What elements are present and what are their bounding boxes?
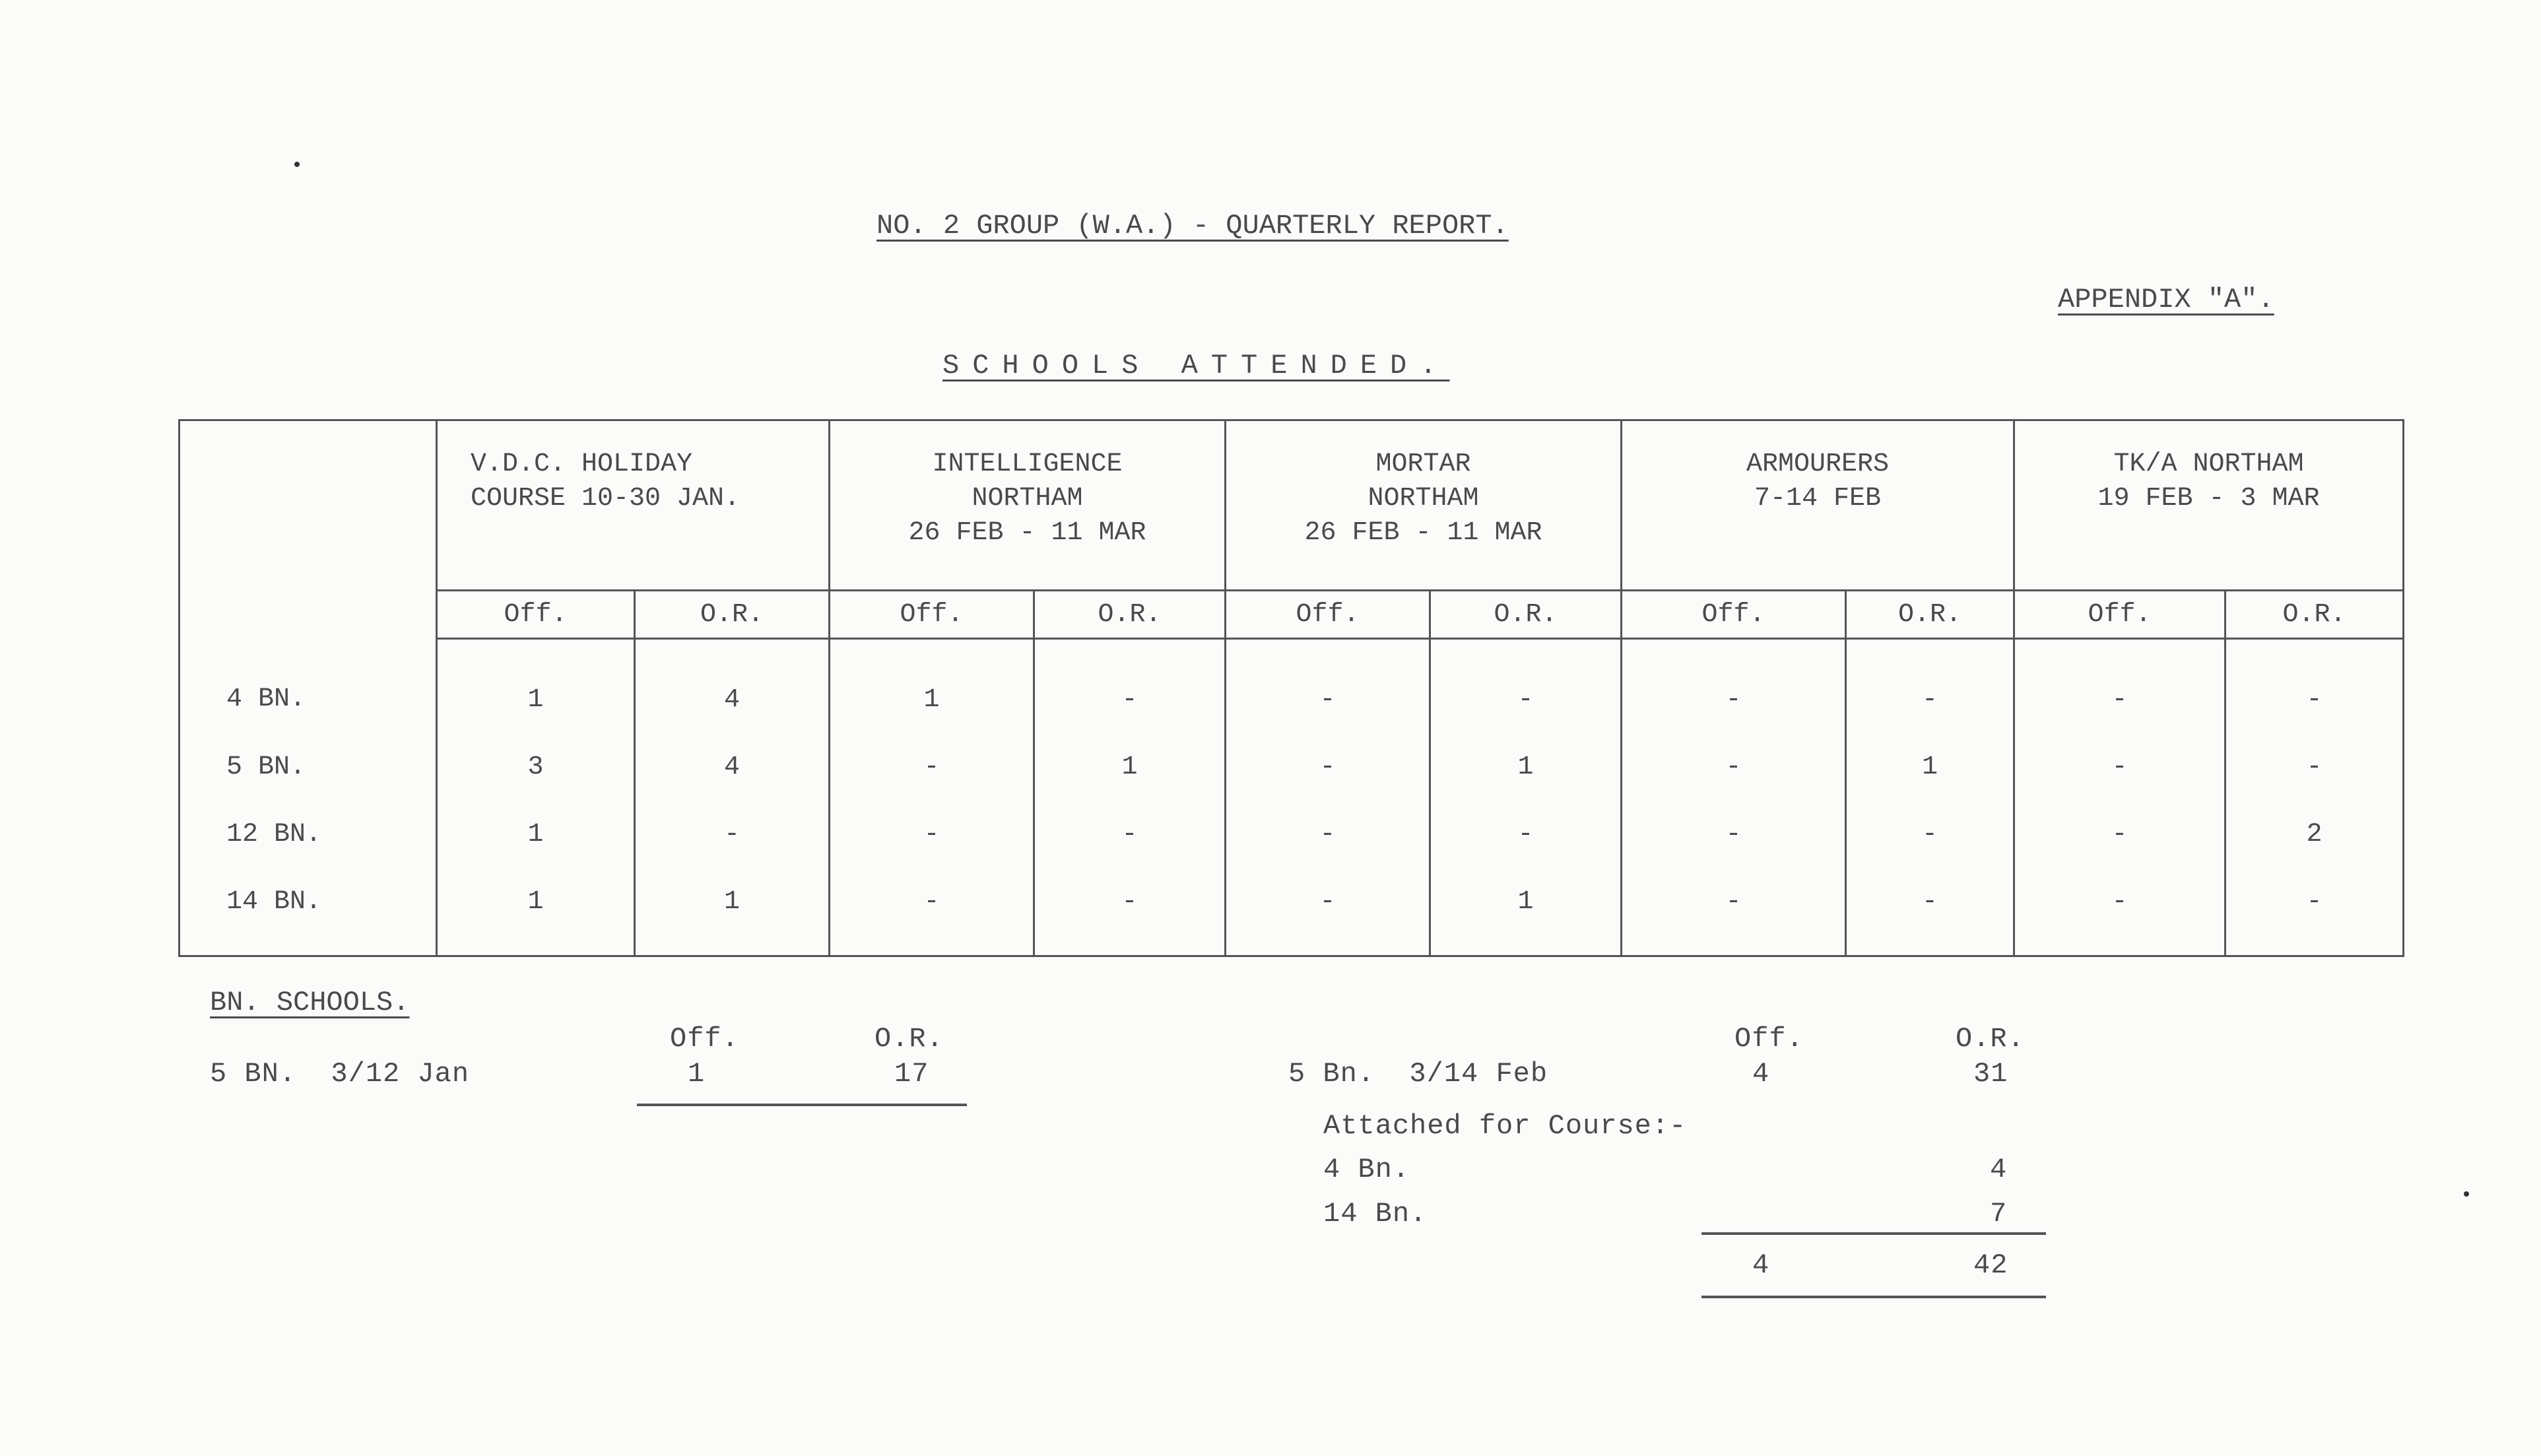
course-header-intelligence: [830, 420, 1226, 591]
table-cell: -: [1430, 801, 1622, 868]
table-corner: [180, 420, 437, 639]
table-row: [180, 639, 2404, 734]
course-location: NORTHAM: [972, 484, 1083, 513]
table-cell: -: [2226, 733, 2404, 801]
table-cell: -: [635, 801, 830, 868]
row-label: 12 BN.: [180, 801, 437, 868]
right-off-value: 4: [1752, 1058, 1770, 1090]
table-cell: -: [1622, 639, 1846, 734]
attached-row-label: 14 Bn.: [1323, 1198, 1428, 1230]
table-cell: -: [1226, 733, 1430, 801]
right-subtotal-rule: [1701, 1232, 2046, 1235]
col-header-or: O.R.: [1034, 591, 1226, 639]
col-header-off: Off.: [2014, 591, 2226, 639]
course-header-mortar: [1226, 420, 1622, 591]
table-cell: -: [1226, 801, 1430, 868]
table-cell: -: [1622, 801, 1846, 868]
scan-speck: [2464, 1191, 2469, 1197]
table-cell: -: [1846, 801, 2014, 868]
table-row: [180, 733, 2404, 801]
course-dates: 7-14 FEB: [1754, 484, 1882, 513]
table-cell: -: [2014, 868, 2226, 956]
table-cell: -: [2226, 868, 2404, 956]
right-off-header: Off.: [1734, 1023, 1804, 1055]
table-cell: 1: [437, 868, 635, 956]
course-name: INTELLIGENCE: [932, 449, 1123, 479]
course-name: TK/A NORTHAM: [2113, 449, 2304, 479]
col-header-off: Off.: [437, 591, 635, 639]
row-label: 4 BN.: [180, 639, 437, 734]
table-cell: -: [1226, 639, 1430, 734]
table-cell: 4: [635, 639, 830, 734]
section-title: SCHOOLS ATTENDED.: [942, 350, 1450, 381]
col-header-or: O.R.: [1430, 591, 1622, 639]
table-cell: 1: [1430, 868, 1622, 956]
sub-header-row: [180, 591, 2404, 639]
table-cell: -: [1430, 639, 1622, 734]
course-name: V.D.C. HOLIDAY: [471, 449, 693, 479]
row-label: 5 BN.: [180, 733, 437, 801]
left-school-label: 5 BN. 3/12 Jan: [210, 1058, 470, 1090]
col-header-off: Off.: [830, 591, 1034, 639]
course-header-vdc: [437, 420, 830, 591]
left-off-header: Off.: [670, 1023, 739, 1055]
right-or-header: O.R.: [1956, 1023, 2025, 1055]
attached-row-value: 7: [1990, 1198, 2008, 1230]
attached-label: Attached for Course:-: [1323, 1110, 1687, 1142]
schools-attended-table: [178, 419, 2404, 957]
table-cell: -: [1226, 868, 1430, 956]
table-cell: -: [1622, 868, 1846, 956]
table-row: [180, 868, 2404, 956]
col-header-off: Off.: [1226, 591, 1430, 639]
right-total-or: 42: [1973, 1249, 2008, 1281]
table-cell: -: [1034, 801, 1226, 868]
course-dates: 26 FEB - 11 MAR: [908, 518, 1146, 548]
attached-row-value: 4: [1990, 1154, 2008, 1185]
course-detail: COURSE 10-30 JAN.: [471, 484, 741, 513]
course-header-armourers: [1622, 420, 2014, 591]
col-header-off: Off.: [1622, 591, 1846, 639]
table-cell: 1: [437, 639, 635, 734]
col-header-or: O.R.: [635, 591, 830, 639]
table-cell: -: [1034, 639, 1226, 734]
course-name: ARMOURERS: [1746, 449, 1890, 479]
table-cell: -: [1846, 639, 2014, 734]
appendix-label: APPENDIX "A".: [2058, 284, 2274, 315]
table-row: [180, 801, 2404, 868]
table-cell: -: [830, 733, 1034, 801]
row-label: 14 BN.: [180, 868, 437, 956]
table-cell: -: [2014, 801, 2226, 868]
left-off-value: 1: [688, 1058, 706, 1090]
left-total-rule: [637, 1104, 967, 1106]
course-dates: 26 FEB - 11 MAR: [1304, 518, 1542, 548]
table-cell: -: [830, 801, 1034, 868]
table-cell: 3: [437, 733, 635, 801]
table-cell: 1: [635, 868, 830, 956]
course-name: MORTAR: [1375, 449, 1471, 479]
col-header-or: O.R.: [1846, 591, 2014, 639]
table-cell: -: [830, 868, 1034, 956]
table-cell: 1: [1034, 733, 1226, 801]
right-total-off: 4: [1752, 1249, 1770, 1281]
bn-schools-heading: BN. SCHOOLS.: [210, 987, 410, 1018]
table-cell: 1: [1846, 733, 2014, 801]
table-cell: 1: [1430, 733, 1622, 801]
left-or-header: O.R.: [874, 1023, 944, 1055]
table-cell: -: [1846, 868, 2014, 956]
table-cell: -: [1622, 733, 1846, 801]
course-dates: 19 FEB - 3 MAR: [2097, 484, 2320, 513]
table-cell: -: [2014, 733, 2226, 801]
course-header-tka: [2014, 420, 2404, 591]
course-header-row: [180, 420, 2404, 591]
scan-speck: [294, 162, 300, 167]
table-cell: 2: [2226, 801, 2404, 868]
col-header-or: O.R.: [2226, 591, 2404, 639]
right-or-value: 31: [1973, 1058, 2008, 1090]
right-total-rule: [1701, 1296, 2046, 1298]
report-title: NO. 2 GROUP (W.A.) - QUARTERLY REPORT.: [876, 210, 1509, 242]
attached-row-label: 4 Bn.: [1323, 1154, 1410, 1185]
right-school-label: 5 Bn. 3/14 Feb: [1288, 1058, 1548, 1090]
table-cell: -: [2014, 639, 2226, 734]
table-cell: 1: [437, 801, 635, 868]
left-or-value: 17: [894, 1058, 929, 1090]
table-cell: -: [1034, 868, 1226, 956]
table-cell: 4: [635, 733, 830, 801]
course-location: NORTHAM: [1368, 484, 1479, 513]
table-cell: -: [2226, 639, 2404, 734]
table-cell: 1: [830, 639, 1034, 734]
